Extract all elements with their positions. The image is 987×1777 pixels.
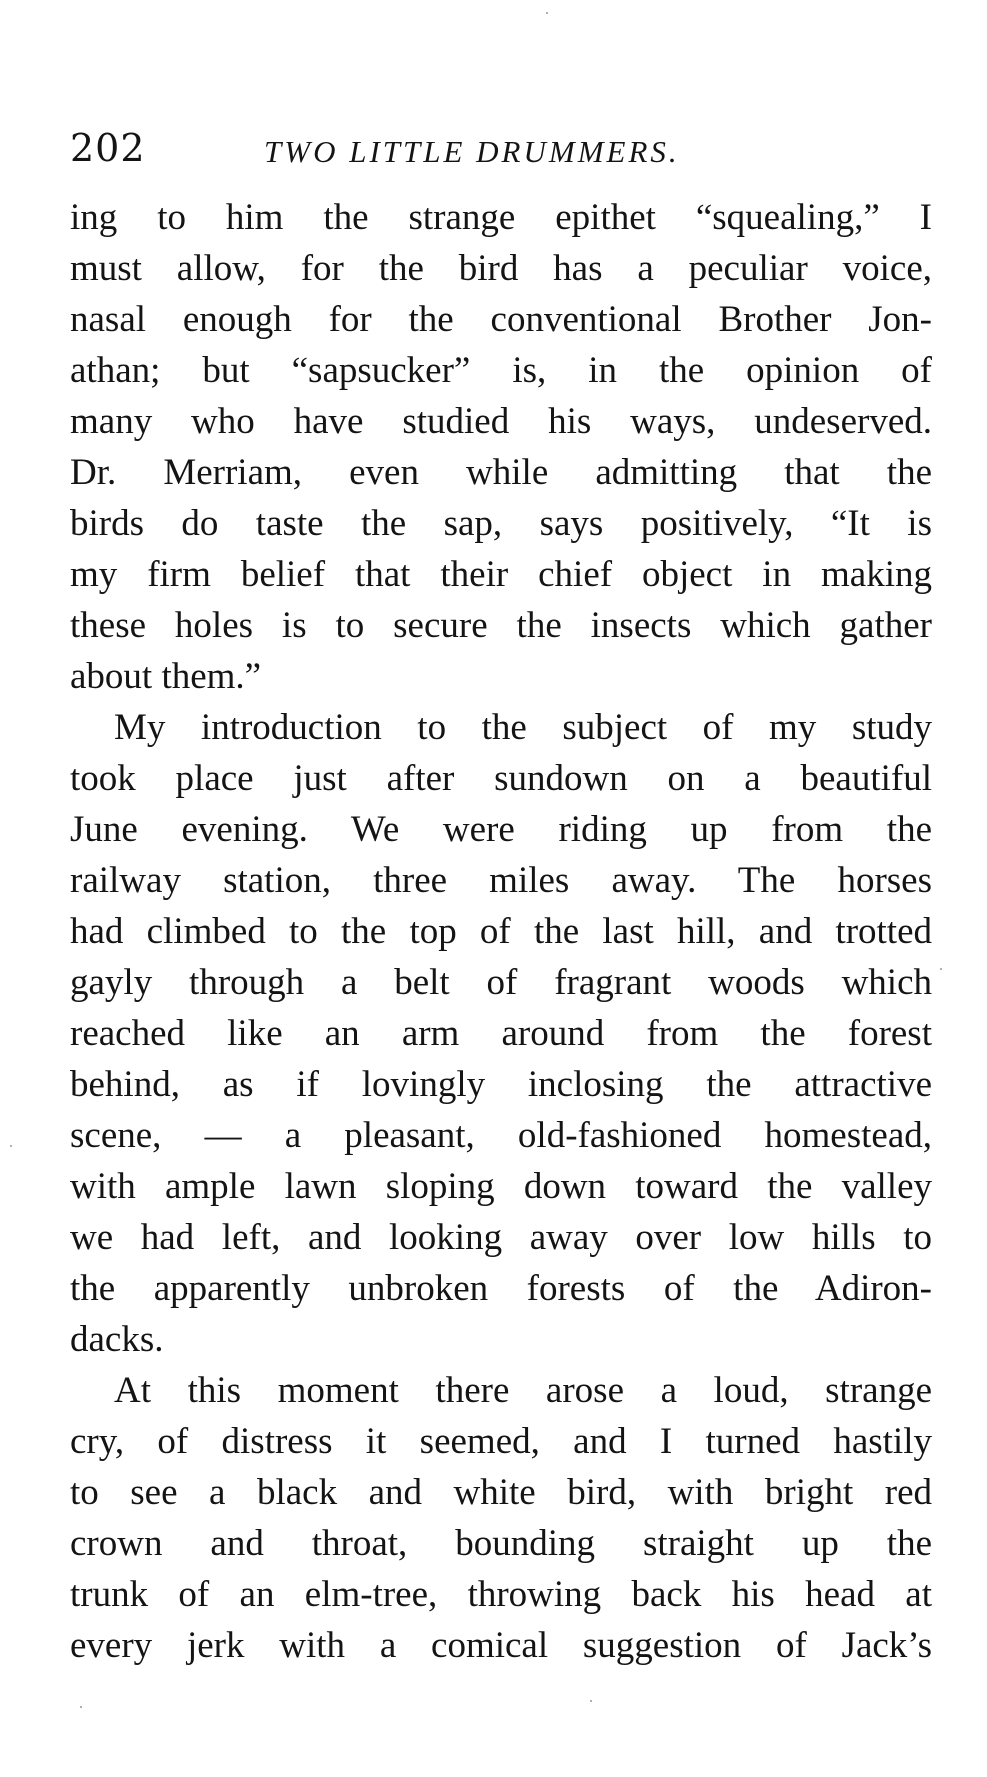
text-line: the apparently unbroken forests of the Adiron-: [70, 1268, 932, 1309]
body-text: [70, 192, 932, 1671]
text-line: athan; but “sapsucker” is, in the opinion of: [70, 350, 932, 391]
text-line: to see a black and white bird, with bright red: [70, 1472, 932, 1513]
text-line: must allow, for the bird has a peculiar voice,: [70, 248, 932, 289]
text-line: trunk of an elm-tree, throwing back his head at: [70, 1574, 932, 1615]
text-line: crown and throat, bounding straight up the: [70, 1523, 932, 1564]
text-line: dacks.: [70, 1319, 164, 1360]
print-speck: [10, 1145, 12, 1147]
text-line: At this moment there arose a loud, strange: [114, 1370, 932, 1411]
text-line: My introduction to the subject of my study: [114, 707, 932, 748]
print-speck: [546, 12, 548, 14]
text-line: Dr. Merriam, even while admitting that the: [70, 452, 932, 493]
text-line: we had left, and looking away over low hills to: [70, 1217, 932, 1258]
text-line: took place just after sundown on a beautiful: [70, 758, 932, 799]
text-line: reached like an arm around from the forest: [70, 1013, 932, 1054]
text-line: my firm belief that their chief object in making: [70, 554, 932, 595]
text-line: cry, of distress it seemed, and I turned hastily: [70, 1421, 932, 1462]
running-title: TWO LITTLE DRUMMERS.: [264, 134, 680, 169]
text-line: every jerk with a comical suggestion of Jack’s: [70, 1625, 932, 1666]
text-line: nasal enough for the conventional Brother Jon-: [70, 299, 932, 340]
text-line: behind, as if lovingly inclosing the attractive: [70, 1064, 932, 1105]
page-header: [70, 118, 940, 178]
text-line: about them.”: [70, 656, 262, 697]
text-line: had climbed to the top of the last hill, and trotted: [70, 911, 932, 952]
print-speck: [940, 968, 942, 970]
text-line: ing to him the strange epithet “squealing,” I: [70, 197, 932, 238]
paragraph-3: [70, 1365, 932, 1671]
text-line: these holes is to secure the insects which gather: [70, 605, 932, 646]
text-line: many who have studied his ways, undeserved.: [70, 401, 932, 442]
text-line: scene, — a pleasant, old-fashioned homestead,: [70, 1115, 932, 1156]
text-line: railway station, three miles away. The horses: [70, 860, 932, 901]
print-speck: [590, 1700, 592, 1702]
text-line: birds do taste the sap, says positively, “It is: [70, 503, 932, 544]
print-speck: [80, 1706, 82, 1708]
paragraph-2: [70, 702, 932, 1365]
text-line: gayly through a belt of fragrant woods which: [70, 962, 932, 1003]
paragraph-1: [70, 192, 932, 702]
text-line: June evening. We were riding up from the: [70, 809, 932, 850]
page-number: 202: [70, 126, 146, 170]
text-line: with ample lawn sloping down toward the valley: [70, 1166, 932, 1207]
